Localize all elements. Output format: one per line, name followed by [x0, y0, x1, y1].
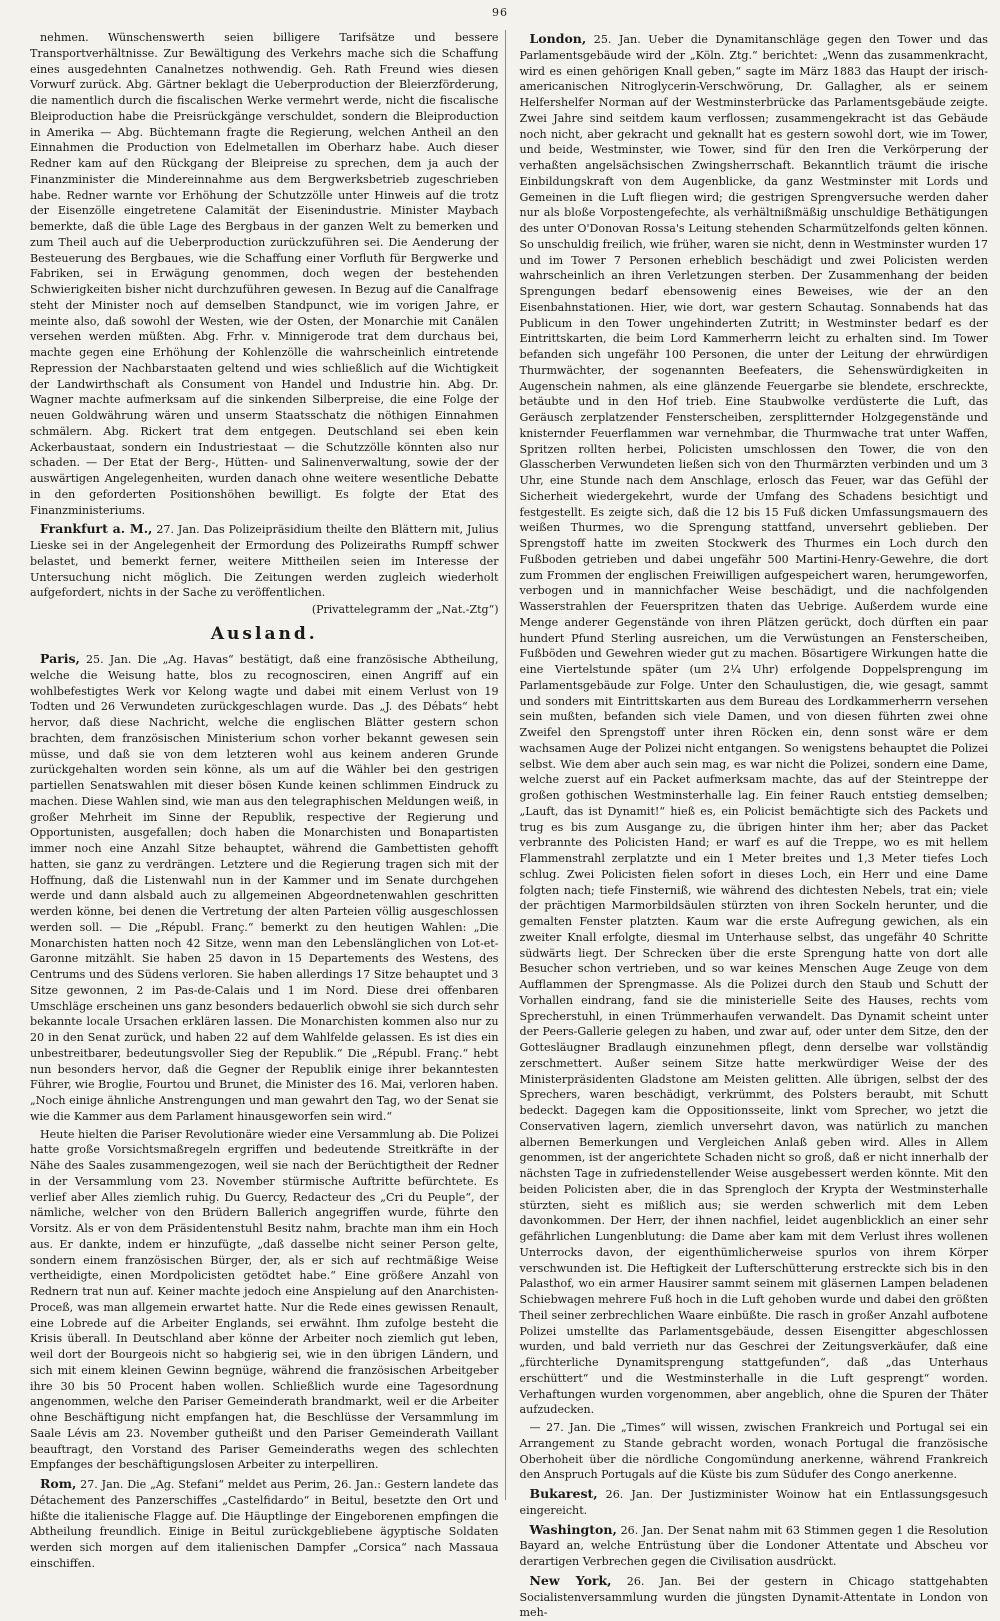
attribution-frankfurt: (Privattelegramm der „Nat.-Ztg“) [311, 603, 499, 616]
right-column [519, 30, 989, 1620]
page-number: 96 [492, 6, 508, 19]
article-rom-body: 27. Jan. Die „Ag. Stefani“ meldet aus Perim, 26. Jan.: Gestern landete das Détachement des Panzerschiffes „Castelfidardo“ in Beitul, besetzte den Ort und hißte die italienische Flagge auf. Die Häuptlinge der Eingeborenen empfingen die Abtheilung freundlich. Einige in Beitul zurückgebliebene ägyptische Soldaten werden sich morgen auf dem italienischen Dampfer „Corsica“ nach Massaua einschiffen. [30, 1478, 499, 1570]
article-landtag-debate: nehmen. Wünschenswerth seien billigere Tarifsätze und bessere Transportverhältnisse. Zur Bewältigung des Verkehrs mache sich die Schaffung eines ausgedehnten Canalnetzes nothwendig. Geh. Rath Freund wies diesen Vorwurf zurück. Abg. Gärtner beklagt die Ueberproduction der Bleierzförderung, die namentlich durch die fiscalischen Werke vermehrt werde, nicht die fiscalische Bleiproduction habe die Preisrückgänge verschuldet, sondern die Bleiproduction in Amerika — Abg. Büchtemann fragte die Regierung, welchen Antheil an den Einnahmen die Production von Edelmetallen im Oberharz habe. Auch dieser Redner kam auf den Rückgang der Bleipreise zu sprechen, dem ja auch der Finanzminister die Mindereinnahme aus dem Bergwerksbetrieb zugeschrieben habe. Redner warnte vor Erhöhung der Schutzzölle unter Hinweis auf die trotz der Eisenzölle eingetretene Calamität der Eisenindustrie. Minister Maybach bemerkte, daß die üble Lage des Bergbaus in der ganzen Welt zu bemerken und zum Theil auch auf die Ueberproduction zurückzuführen sei. Die Aenderung der Besteuerung des Bergbaues, wie die Schaffung einer Vorfluth für Bergwerke und Fabriken, sei in Erwägung genommen, doch wegen der bestehenden Schwierigkeiten bisher nicht durchzuführen gewesen. In Bezug auf die Canalfrage steht der Minister noch auf demselben Standpunct, wie im vorigen Jahre, er meinte also, daß sowohl der Westen, wie der Osten, der Monarchie mit Canälen versehen werden müßten. Abg. Frhr. v. Minnigerode trat dem durchaus bei, machte gegen eine Erhöhung der Kohlenzölle die wahrscheinlich eintretende Repression der Nachbarstaaten geltend und wies schließlich auf die Wichtigkeit der Landwirthschaft als Consument von Handel und Industrie hin. Abg. Dr. Wagner machte aufmerksam auf die sinkenden Silberpreise, die eine Folge der neuen Goldwährung wären und unserm Staatsschatz die nöthigen Einnahmen schmälern. Abg. Rickert trat dem entgegen. Deutschland sei eben kein Ackerbaustaat, sondern ein Industriestaat — die Schutzzölle könnten also nur schaden. — Der Etat der Berg-, Hütten- und Salinenverwaltung, sowie der der auswärtigen Angelegenheiten, wurden danach ohne weitere wesentliche Debatte in den geforderten Positionshöhen bewilligt. Es folgte der Etat des Finanzministeriums. [30, 31, 499, 517]
article-frankfurt-body: 27. Jan. Das Polizeipräsidium theilte den Blättern mit, Julius Lieske sei in der Angelegenheit der Ermordung des Polizeiraths Rumpff schwer belastet, und bemerkt ferner, weitere Mittheilen seien im Interesse der Untersuchung nicht möglich. Die Zeitungen werden zugleich wiederholt aufgefordert, nichts in der Sache zu veröffentlichen. [30, 523, 499, 600]
section-heading-ausland: Ausland. [210, 624, 318, 644]
article-washington-body: 26. Jan. Der Senat nahm mit 63 Stimmen gegen 1 die Resolution Bayard an, welche Entrüstung über die Londoner Attentate und Abscheu vor derartigen Verbrechen gegen die Civilisation ausdrückt. [519, 1523, 988, 1568]
columns [30, 30, 988, 1620]
article-washington [520, 1521, 989, 1570]
article-paris-revolutionaries: Heute hielten die Pariser Revolutionäre wieder eine Versammlung ab. Die Polizei hatte große Vorsichtsmaßregeln ergriffen und bedeutende Streitkräfte in der Nähe des Saales zusammengezogen, weil sie nach der Berüchtigtheit der Redner in der Versammlung vom 23. November stürmische Auftritte befürchtete. Es verlief aber Alles ziemlich ruhig. Du Guercy, Redacteur des „Cri du Peuple“, der nämliche, welcher von den Brüdern Ballerich angegriffen wurde, führte den Vorsitz. Als er von dem Präsidentenstuhl Besitz nahm, brachte man ihm ein Hoch aus. Er dankte, indem er hinzufügte, „daß dasselbe nicht seiner Person gelte, sondern einem französischen Bürger, der, als er sich auf rechtmäßige Weise vertheidigte, einen Mordpolicisten getödtet habe.“ Eine größere Anzahl von Rednern trat nun auf. Keiner machte jedoch eine Anspielung auf den Anarchisten-Proceß, was man allgemein erwartet hatte. Nur die Rede eines gewissen Renault, eine Lobrede auf die Arbeiter Englands, sei erwähnt. Ihm zufolge besteht die Krisis überall. In Deutschland aber könne der Arbeiter noch ziemlich gut leben, weil dort der Bourgeois nicht so habgierig sei, wie in den übrigen Ländern, und sich mit einem kleinen Gewinn begnüge, während die französischen Arbeitgeber ihre 30 bis 50 Procent haben wollen. Schließlich wurde eine Tagesordnung angenommen, welche den Pariser Gemeinderath brandmarkt, weil er die Arbeiter ohne Beschäftigung nicht empfangen hat, die Beschlüsse der Versammlung im Saale Lévis am 23. November gutheißt und den Pariser Gemeinderath Vaillant beauftragt, den Vorstand des Pariser Gemeinderaths wegen des schlechten Empfanges der beschäftigungslosen Arbeiter zu interpelliren. [30, 1127, 499, 1472]
dateline-london: London, [529, 31, 587, 46]
article-bukarest [520, 1485, 989, 1519]
dateline-paris: Paris, [40, 651, 80, 666]
dateline-newyork: New York, [529, 1572, 612, 1588]
article-frankfurt [30, 520, 499, 601]
dateline-washington: Washington, [529, 1521, 617, 1537]
article-london [520, 30, 989, 1418]
article-newyork [520, 1572, 989, 1621]
left-column [30, 30, 506, 1570]
article-paris [30, 650, 499, 1125]
dateline-frankfurt: Frankfurt a. M., [40, 521, 153, 537]
dateline-bukarest: Bukarest, [529, 1486, 598, 1501]
article-paris-body: 25. Jan. Die „Ag. Havas“ bestätigt, daß eine französische Abtheilung, welche die Weisung hatte, blos zu recognosciren, einen Angriff auf ein wohlbefestigtes Werk vor Kelong wagte und dabei mit einem Verlust von 19 Todten und 26 Verwundeten zurückgeschlagen wurde. Das „J. des Débats“ hebt hervor, daß diese Nachricht, welche die englischen Blätter gestern schon brachten, dem französischen Ministerium schon vorher bekannt gewesen sein müsse, und daß sie von dem letzteren wohl aus keinem anderen Grunde zurückgehalten worden sein könne, als um auf die Wähler bei den gestrigen partiellen Senatswahlen mit dieser bösen Kunde keinen schlimmen Eindruck zu machen. Diese Wahlen sind, wie man aus den telegraphischen Meldungen weiß, in großer Mehrheit im Sinne der Republik, respective der Regierung und Opportunisten, ausgefallen; doch haben die Monarchisten und Bonapartisten immer noch eine Anzahl Sitze behauptet, während die Gambettisten gehofft hatten, sie ganz zu verdrängen. Letztere und die Regierung tragen sich mit der Hoffnung, daß die Listenwahl nun in der Kammer und im Senate durchgehen werde und dann alsbald auch zu allgemeinen Abgeordnetenwahlen geschritten werden könne, bei denen die Vertretung der alten Parteien völlig ausgeschlossen werden soll. — Die „Républ. Franç.“ bemerkt zu den heutigen Wahlen: „Die Monarchisten hatten noch 42 Sitze, wenn man den Lebenslänglichen von Lot-et-Garonne mitzählt. Sie haben 25 davon in 15 Departements des Westens, des Centrums und des Südens verloren. Sie haben allerdings 17 Sitze behauptet und 3 Sitze gewonnen, 2 im Pas-de-Calais und 1 im Nord. Diese drei offenbaren Umschläge erscheinen uns ganz besonders bedauerlich obwohl sie sich durch sehr bekannte locale Ursachen erklären lassen. Die Monarchisten kommen also nur zu 20 in den Senat zurück, und haben 22 auf dem Wahlfelde gelassen. Es ist dies ein unbestreitbarer, bedeutungsvoller Sieg der Republik.“ Die „Républ. Franç.“ hebt nun besonders hervor, daß die Gegner der Republik einige ihrer bekanntesten Führer, wie Broglie, Fourtou und Brunet, die Minister des 16. Mai, verloren haben. „Noch einige ähnliche Anstrengungen und man gewahrt den Tag, wo der Senat sie wie die Kammer aus dem Parlament hinausgeworfen sein wird.“ [30, 653, 499, 1123]
article-bukarest-body: 26. Jan. Der Justizminister Woinow hat ein Entlassungsgesuch eingereicht. [519, 1488, 988, 1517]
article-london-body: 25. Jan. Ueber die Dynamitanschläge gegen den Tower und das Parlamentsgebäude wird der „Köln. Ztg.“ berichtet: „Wenn das zusammenkracht, wird es einen gehörigen Knall geben,“ sagte im März 1883 das Haupt der irisch-americanischen Nitroglycerin-Verschwörung, Dr. Gallagher, als er seinem Helfershelfer Norman auf der Westminsterbrücke das Parlamentsgebäude zeigte. Zwei Jahre sind seitdem kaum verflossen; zusammengekracht ist das Gebäude noch nicht, aber gekracht und geknallt hat es gestern sowohl dort, wie im Tower, und beide, Westminster, wie Tower, sind für den Iren die Verkörperung der verhaßten angelsächsischen Zwingsherrschaft. Bekanntlich träumt die irische Einbildungskraft von dem Augenblicke, da ganz Westminster mit Lords und Gemeinen in die Luft fliegen wird; die gestrigen Sprengversuche werden daher nur als bloße Vorpostengefechte, als verhältnißmäßig unschuldige Bethätigungen des unter O'Donovan Rossa's Leitung stehenden Scharmützelfonds gelten können. So unschuldig freilich, wie früher, waren sie nicht, denn in Westminster wurden 17 und im Tower 7 Personen erheblich beschädigt und zwei Policisten werden wahrscheinlich an ihren Verletzungen sterben. Der Zusammenhang der beiden Sprengungen bedarf ebensowenig eines Beweises, wie der an den Eisenbahnstationen. Hier, wie dort, war gestern Schautag. Sonnabends hat das Publicum in den Tower ungehinderten Zutritt; in Westminster bedarf es der Eintrittskarten, die beim Lord Kammerherrn leicht zu erhalten sind. Im Tower befanden sich ungefähr 100 Personen, die unter der Leitung der ehrwürdigen Thurmwächter, der sogenannten Beefeaters, die Sehenswürdigkeiten in Augenschein nahmen, als eine glänzende Feuergarbe sie blendete, erschreckte, betäubte und in den Hof trieb. Eine Staubwolke verdüsterte die Luft, das Geräusch zerplatzender Fensterscheiben, zersplitternder Holzgegenstände und knisternder Feuerflammen war vernehmbar, die Thurmwache trat unter Waffen, Spritzen rollten herbei, Policisten umschlossen den Tower, die von den Glasscherben Verwundeten ließen sich von den Thurmärzten verbinden und um 3 Uhr, eine Stunde nach dem Anschlage, erlosch das Feuer, war das Gefühl der Sicherheit wiedergekehrt, wurde der Umfang des Schadens besichtigt und festgestellt. Es zeigte sich, daß die 12 bis 15 Fuß dicken Umfassungsmauern des weißen Thurmes, wo die Sprengung stattfand, unversehrt geblieben. Der Sprengstoff hatte im zweiten Stockwerk des Thurmes ein Loch durch den Fußboden getrieben und dabei ungefähr 500 Martini-Henry-Gewehre, die dort zum Frommen der englischen Freiwilligen aufgespeichert waren, herumgeworfen, verbogen und in mannichfacher Weise beschädigt, und die nachfolgenden Wasserstrahlen der Feuerspritzen thaten das Uebrige. Außerdem wurde eine Menge anderer Gegenstände von ihren Plätzen gerückt, doch dürften ein paar hundert Pfund Sterling ausreichen, um die Verwüstungen an Fensterscheiben, Fußböden und Gewehren wieder gut zu machen. Bösartigere Wirkungen hatte die eine Viertelstunde später (um 2¼ Uhr) erfolgende Doppelsprengung im Parlamentsgebäude zur Folge. Unter den Schaulustigen, die, wie gesagt, sammt und sonders mit Eintrittskarten aus dem Bureau des Lordkammerherrn versehen sein mußten, befanden sich viele Damen, und von diesen führten zwei ohne Zweifel den Sprengstoff unter ihren Röcken ein, denn sonst wäre er dem wachsamen Auge der Polizei nicht entgangen. So wenigstens behauptet die Polizei selbst. Wie dem aber auch sein mag, es war nicht die Polizei, sondern eine Dame, welche zuerst auf ein Packet aufmerksam machte, das auf der Steintreppe der großen gothischen Westminsterhalle lag. Ein feiner Rauch entstieg demselben; „Lauft, das ist Dynamit!“ hieß es, ein Policist bemächtigte sich des Packets und trug es bis zum Ausgange zu, die übrigen hinter ihm her; aber das Packet verbrannte des Policisten Hand; er warf es auf die Treppe, wo es mit hellem Flammenstrahl zerplatzte und ein 1 Meter breites und 1,3 Meter tiefes Loch schlug. Zwei Policisten fielen sofort in dieses Loch, ein Herr und eine Dame folgten nach; tiefe Finsterniß, wie während des dichtesten Nebels, trat ein; viele der prächtigen Marmorbildsäulen stürzten von ihren Sockeln herunter, und die gemalten Fenster platzten. Kaum war die erste Aufregung gewichen, als ein zweiter Knall erfolgte, diesmal im Unterhause selbst, das ungefähr 40 Schritte südwärts liegt. Der Schrecken über die erste Sprengung hatte von dort alle Besucher schon vertrieben, und so war keines Menschen Auge Zeuge von dem Aufflammen der Sprengmasse. Als die Polizei durch den Staub und Schutt der Vorhallen eindrang, fand sie die ministerielle Seite des Hauses, rechts vom Sprecherstuhl, in einen Trümmerhaufen verwandelt. Das Dynamit scheint unter der Peers-Gallerie gelegen zu haben, und zwar auf, oder unter dem Sitze, den der Gottesläugner Bradlaugh einzunehmen pflegt, denn derselbe war vollständig zerschmettert. Außer seinem Sitze hatte merkwürdiger Weise der des Ministerpräsidenten Gladstone am Meisten gelitten. Alle übrigen, selbst der des Sprechers, waren beschädigt, verkrümmt, des Polsters beraubt, mit Schutt bedeckt. Dagegen kam die Oppositionsseite, linkt vom Sprecher, wo jetzt die Conservativen lagern, ziemlich unversehrt davon, was natürlich zu manchen albernen Bemerkungen und Vergleichen Anlaß geben wird. Alles in Allem genommen, ist der angerichtete Schaden nicht so groß, daß er nicht innerhalb der nächsten Tage in zufriedenstellender Weise ausgebessert werden könnte. Mit den beiden Policisten aber, die in das Sprengloch der Krypta der Westminsterhalle stürzten, sieht es mißlich aus; sie werden schwerlich mit dem Leben davonkommen. Der Herr, der ihnen nachfiel, leidet augenblicklich an einer sehr gefährlichen Lungenblutung: die Dame aber kam mit dem Verlust ihres wollenen Unterrocks davon, der eigenthümlicherweise spurlos von ihrem Körper verschwunden ist. Die Heftigkeit der Lufterschütterung erstreckte sich bis in den Palasthof, wo ein armer Hausirer sammt seinem mit gläsernen Lampen beladenen Schiebwagen mehrere Fuß hoch in die Luft gehoben wurde und dabei den größten Theil seiner zerbrechlichen Waare einbüßte. Die rasch in großer Anzahl aufbotene Polizei umstellte das Parlamentsgebäude, dessen Eisengitter abgeschlossen wurden, und bald verrieth nur das Geschrei der Zeitungsverkäufer, daß eine „fürchterliche Dynamitsprengung stattgefunden“, daß „das Unterhaus erschüttert“ und die Westminsterhalle in die Luft gesprengt“ worden. Verhaftungen wurden vorgenommen, aber angeblich, ohne die Spuren der Thäter aufzudecken. [519, 33, 988, 1417]
dateline-rom: Rom, [40, 1476, 77, 1491]
article-rom [30, 1475, 499, 1572]
article-newyork-body: 26. Jan. Bei der gestern in Chicago stattgehabten Socialistenversammlung wurden die jüngsten Dynamit-Attentate in London von meh- [519, 1574, 988, 1620]
article-london-27: — 27. Jan. Die „Times“ will wissen, zwischen Frankreich und Portugal sei ein Arrangement zu Stande gebracht worden, wonach Portugal die französische Oberhoheit über die nördliche Congomündung anerkenne, während Frankreich den Anspruch Portugals auf die Küste bis zum Südufer des Congo anerkenne. [519, 1421, 988, 1482]
